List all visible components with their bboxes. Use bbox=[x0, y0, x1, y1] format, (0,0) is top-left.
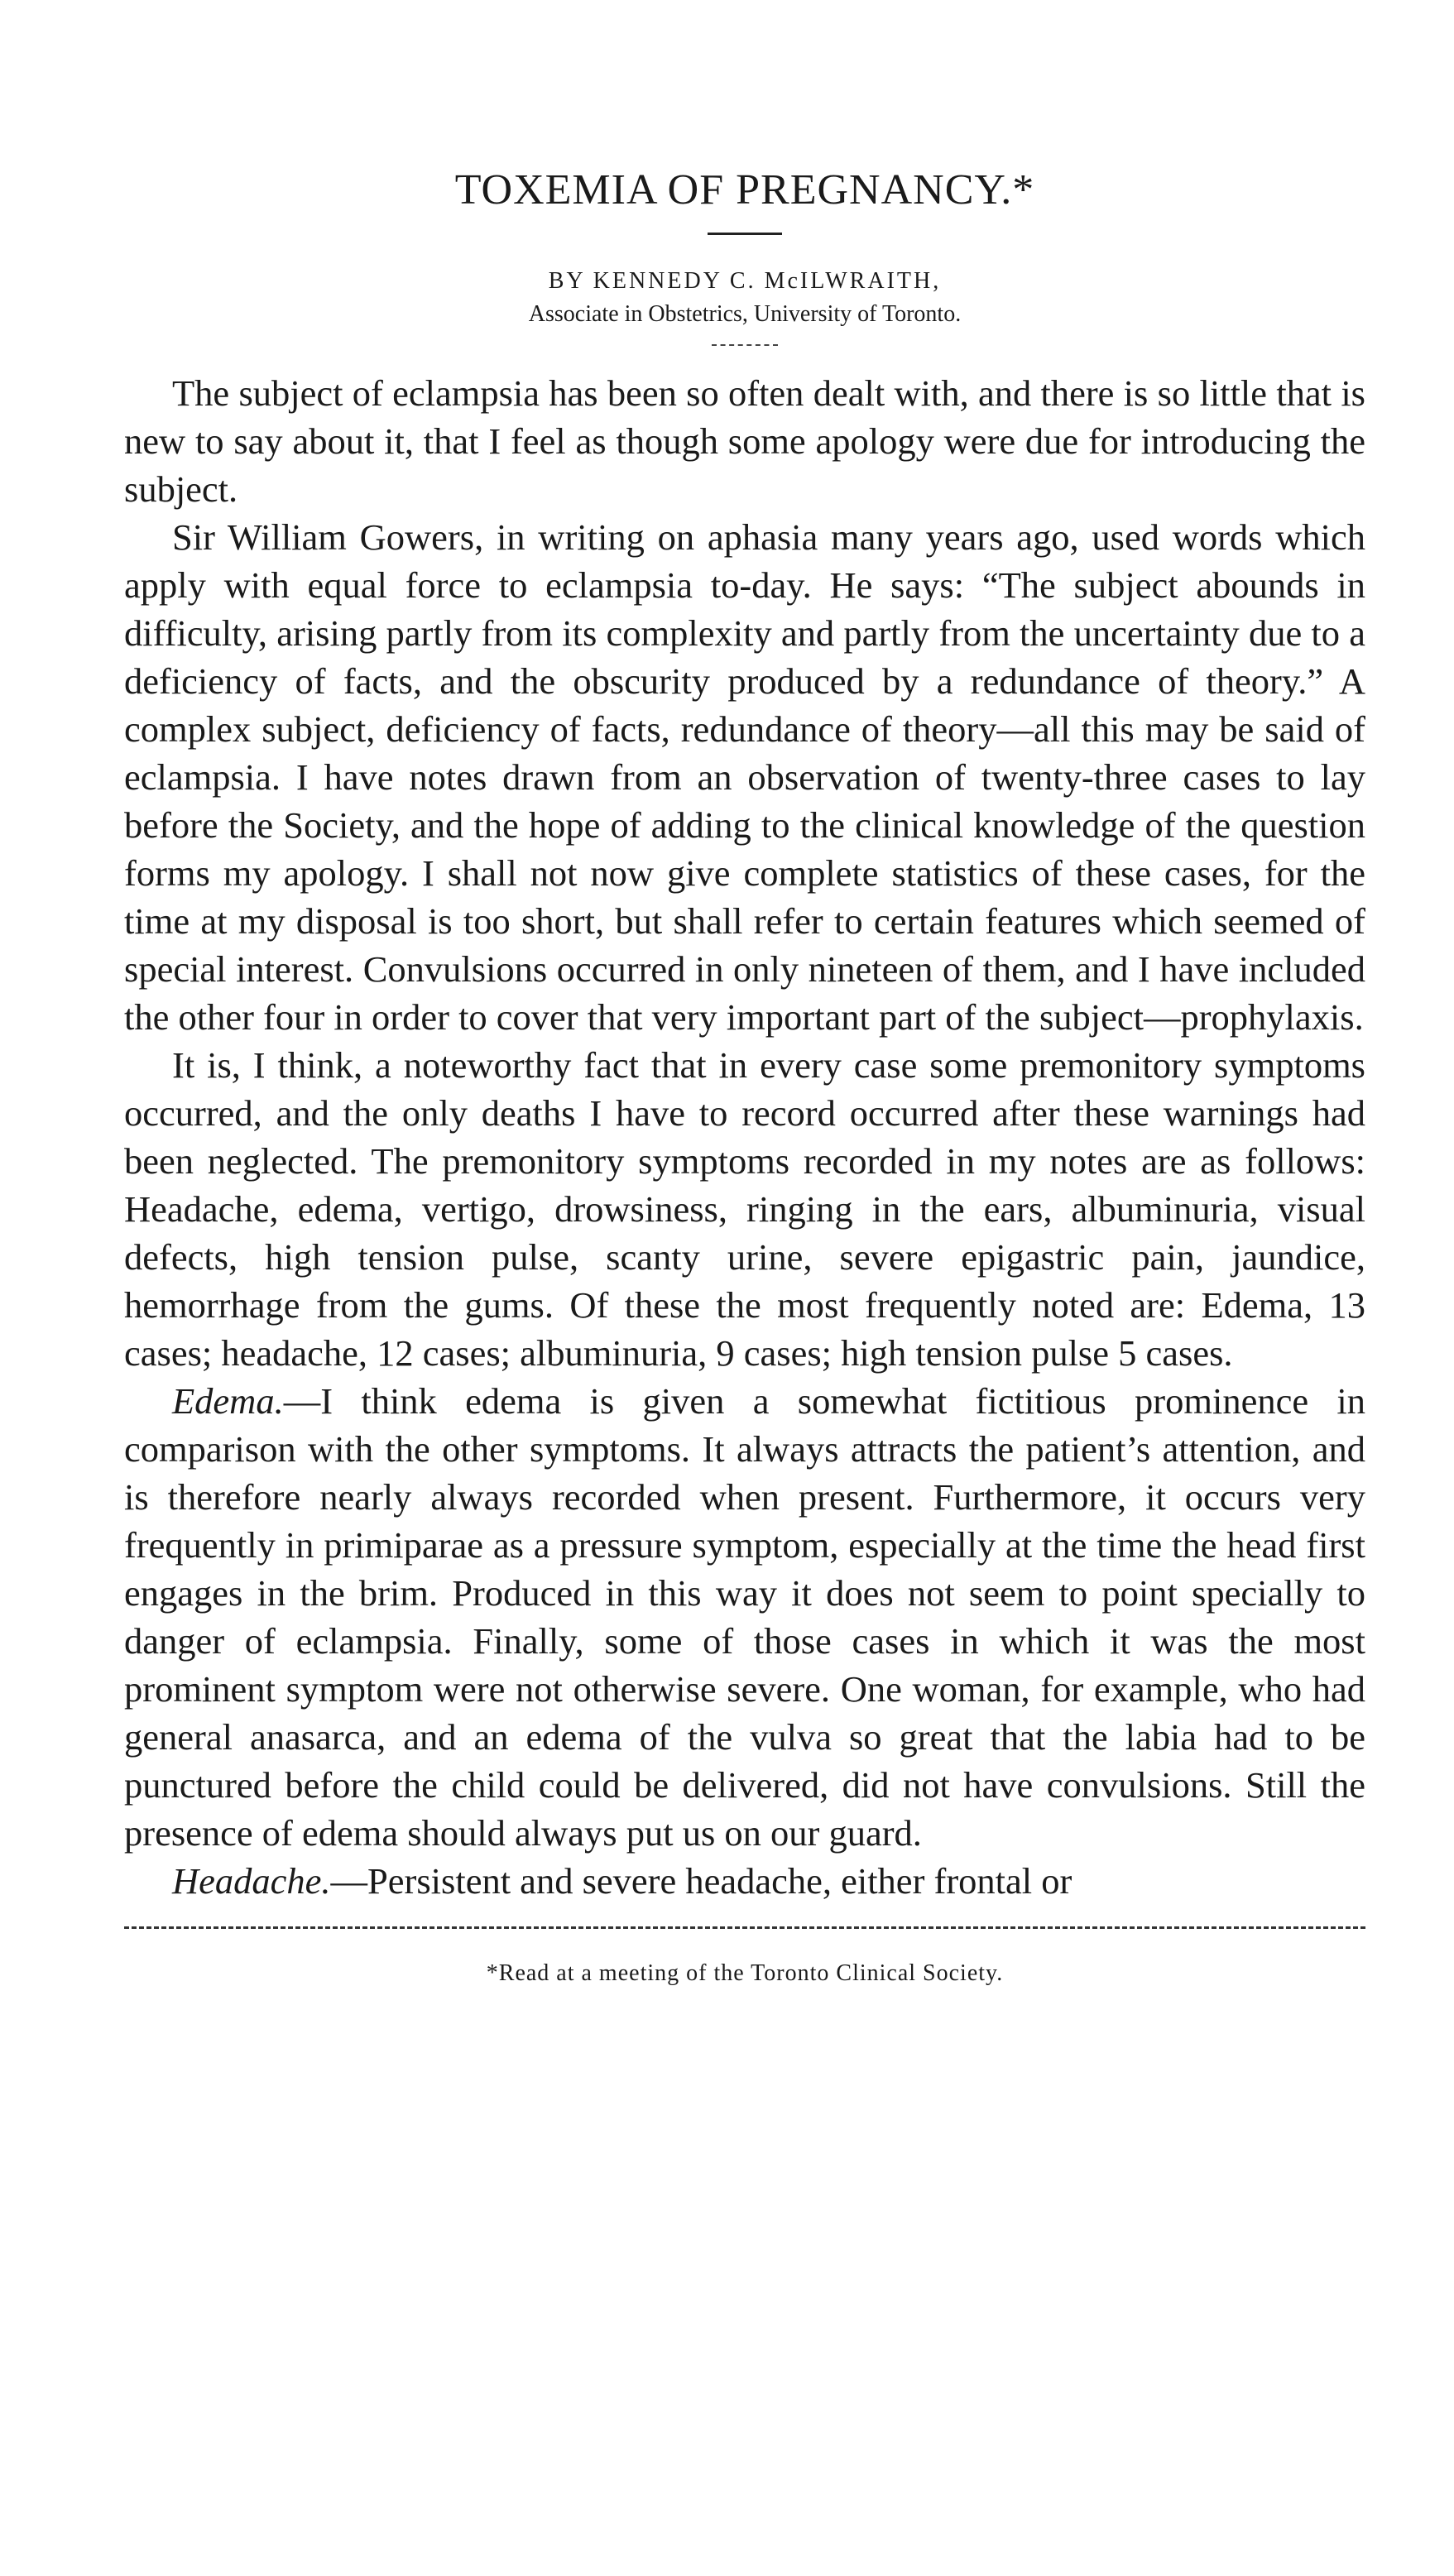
paragraph bbox=[124, 513, 1365, 1041]
page bbox=[124, 165, 1365, 1987]
paragraph-text: It is, I think, a noteworthy fact that in every case some premonitory symptoms occurred, and the only deaths I have to record occurred after these warnings had been neglected. The premonitory symptoms recorded in my notes are as follows: Headache, edema, vertigo, drowsiness, ringing in the ears, albuminuria, visual defects, high tension pulse, scanty urine, severe epigastric pain, jaundice, hemorrhage from the gums. Of these the most frequently noted are: Edema, 13 cases; headache, 12 cases; albuminuria, 9 cases; high tension pulse 5 cases. bbox=[124, 1044, 1365, 1374]
title-rule bbox=[708, 233, 782, 235]
paragraph bbox=[124, 1377, 1365, 1857]
paragraph-text: Sir William Gowers, in writing on aphasia many years ago, used words which apply with equal force to eclampsia to-day. He says: “The subject abounds in difficulty, arising partly from its complexity and partly from the uncertainty due to a deficiency of facts, and the obscurity produced by a redundance of theory.” A complex subject, deficiency of facts, redundance of theory—all this may be said of eclampsia. I have notes drawn from an observation of twenty-three cases to lay before the Society, and the hope of adding to the clinical knowledge of the question forms my apology. I shall not now give complete statistics of these cases, for the time at my disposal is too short, but shall refer to certain features which seemed of special interest. Convulsions occurred in only nineteen of them, and I have included the other four in order to cover that very important part of the subject—prophylaxis. bbox=[124, 516, 1365, 1038]
footnote: *Read at a meeting of the Toronto Clinical Society. bbox=[486, 1960, 1004, 1986]
paragraph bbox=[124, 1041, 1365, 1377]
footnote-rule bbox=[124, 1926, 1365, 1929]
paragraph-text: —Persistent and severe headache, either frontal or bbox=[330, 1860, 1073, 1902]
paragraph bbox=[124, 369, 1365, 513]
article-title: TOXEMIA OF PREGNANCY.* bbox=[454, 166, 1035, 213]
paragraph-text: —I think edema is given a somewhat fictitious prominence in comparison with the other symptoms. It always attracts the patient’s attention, and is therefore nearly always recorded when present. Furthermore, it occurs very frequently in primiparae as a pressure symptom, especially at the time the head first engages in the brim. Produced in this way it does not seem to point specially to danger of eclampsia. Finally, some of those cases in which it was the most prominent symptom were not otherwise severe. One woman, for example, who had general anasarca, and an edema of the vulva so great that the labia had to be punctured before the child could be delivered, did not have convulsions. Still the presence of edema should always put us on our guard. bbox=[124, 1380, 1365, 1854]
paragraph bbox=[124, 1857, 1365, 1905]
byline-rule bbox=[712, 344, 778, 346]
paragraph-lead: Headache. bbox=[172, 1860, 331, 1902]
paragraph-lead: Edema. bbox=[172, 1380, 284, 1422]
paragraph-text: The subject of eclampsia has been so often dealt with, and there is so little that is new to say about it, that I feel as though some apology were due for introducing the subject. bbox=[124, 372, 1365, 510]
author-affiliation: Associate in Obstetrics, University of Toronto. bbox=[528, 301, 962, 327]
author-byline: BY KENNEDY C. McILWRAITH, bbox=[548, 268, 942, 294]
article-body bbox=[124, 369, 1365, 1905]
